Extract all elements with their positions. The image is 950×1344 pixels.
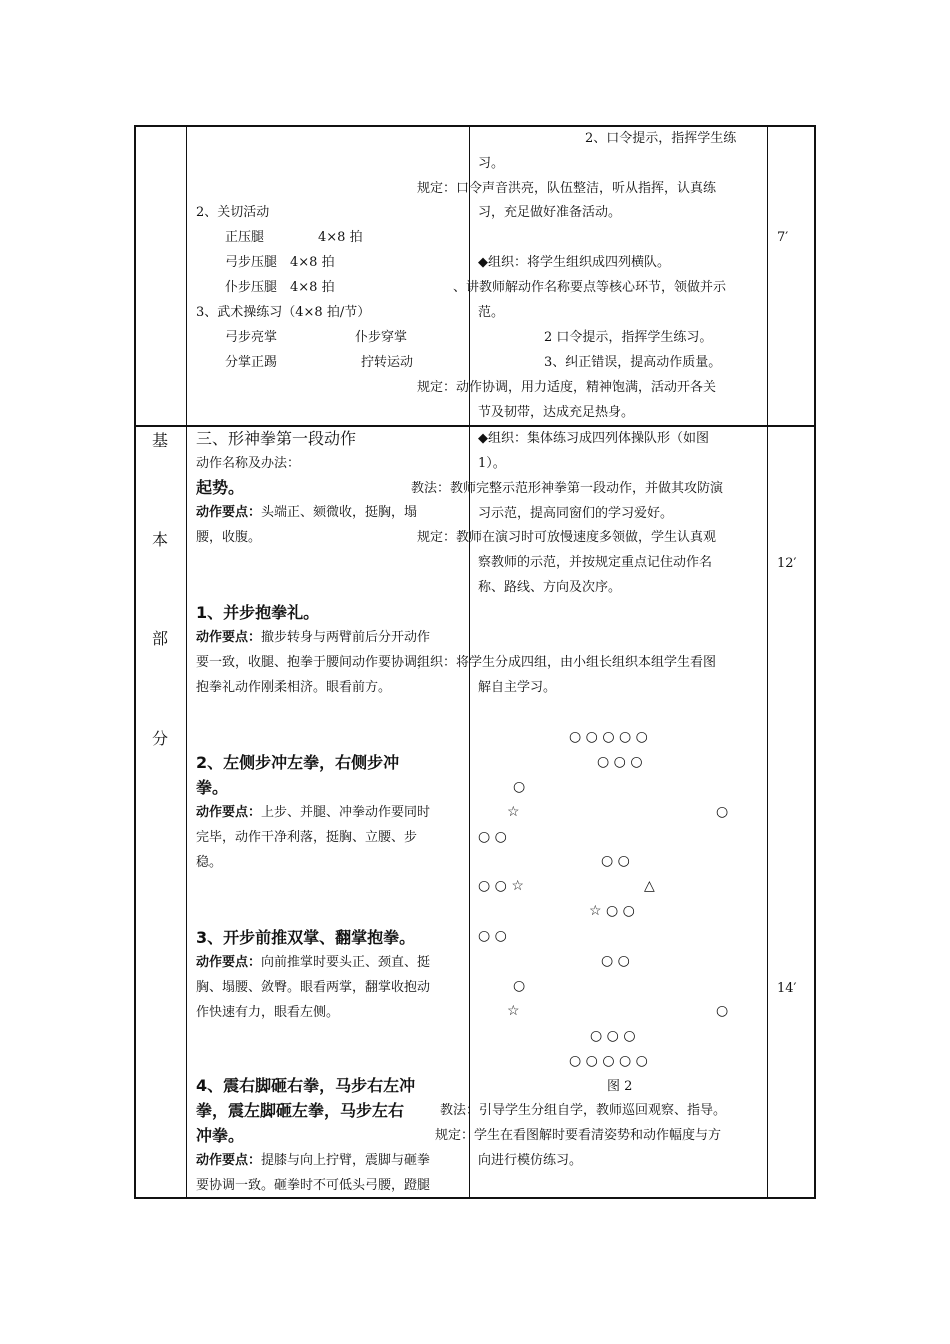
move-title: 1、并步抱拳礼。 [196, 603, 320, 622]
activity-heading: 2、关切活动 [196, 205, 270, 220]
move-point-text: 头端正、颏微收，挺胸，塌 [261, 505, 418, 520]
move-point-text: 上步、并腿、冲拳动作要同时 [261, 805, 431, 820]
method-line: 习示范，提高同窗们的学习爱好。 [478, 506, 674, 521]
move-point-line: 腰，收腹。 [196, 530, 262, 545]
method-line: 规定：学生在看图解时要看清姿势和动作幅度与方 [435, 1128, 722, 1143]
exercise-heading: 3、武术操练习（4×8 拍/节） [196, 305, 371, 320]
formation-row: ○ ○ ○ [590, 1028, 636, 1044]
method-line: 规定：口令声音洪亮，队伍整洁，听从指挥，认真练 [417, 181, 717, 196]
section-char: 分 [152, 729, 169, 748]
move-point-line: 胸、塌腰、敛臀。眼看两掌，翻掌收抱动 [196, 980, 431, 995]
formation-row: ○ [513, 978, 526, 994]
method-line: 察教师的示范，并按规定重点记住动作名 [478, 555, 713, 570]
method-line: 习。 [478, 156, 505, 171]
key-label: 动作要点： [196, 1153, 262, 1168]
star-marker: ☆ [507, 1003, 520, 1019]
time-value: 12′ [777, 556, 797, 571]
formation-row: ○ ○ ○ ○ ○ [569, 1053, 648, 1069]
exercise-item: 分掌正踢 [225, 355, 278, 370]
formation-row: ○ ○ [478, 928, 507, 944]
method-line: ◆组织：将学生组织成四列横队。 [478, 255, 670, 270]
move-point-line: 要协调一致。砸拳时不可低头弓腰，蹬腿 [196, 1178, 431, 1193]
move-point-line [196, 625, 430, 650]
method-line: 称、路线、方向及次序。 [478, 580, 622, 595]
method-line: 节及韧带，达成充足热身。 [478, 405, 635, 420]
exercise-item: 拧转运动 [361, 355, 414, 370]
key-label: 动作要点： [196, 505, 262, 520]
method-line: 向进行模仿练习。 [478, 1153, 583, 1168]
formation-row: ○ ○ [601, 853, 630, 869]
method-line: 2 口令提示，指挥学生练习。 [544, 330, 713, 345]
time-value: 7′ [777, 230, 789, 245]
formation-row: ○ ○ [601, 953, 630, 969]
method-line: 、讲教师解动作名称要点等核心环节，领做并示 [453, 280, 727, 295]
move-title: 3、开步前推双掌、翻掌抱拳。 [196, 928, 416, 947]
move-point-line: 要一致，收腿、抱拳于腰间动作要协调， [196, 655, 431, 670]
section-char: 本 [152, 530, 169, 549]
move-point-line: 作快速有力，眼看左侧。 [196, 1005, 340, 1020]
formation-row: ○ ○ ☆ [478, 878, 524, 894]
section-char: 部 [152, 629, 169, 648]
method-line: 范。 [478, 305, 505, 320]
move-point-line: 完毕，动作干净利落，挺胸、立腰、步 [196, 830, 418, 845]
move-title: 冲拳。 [196, 1126, 245, 1145]
formation-row: ○ ○ ○ ○ ○ [569, 729, 648, 745]
move-title: 4、震右脚砸右拳，马步右左冲 [196, 1076, 416, 1095]
key-label: 动作要点： [196, 805, 262, 820]
method-line: ◆组织：集体练习成四列体操队形（如图 [478, 431, 709, 446]
formation-row: ○ [716, 804, 729, 820]
triangle-marker: △ [644, 878, 655, 894]
exercise-item: 仆步压腿 4×8 拍 [225, 280, 335, 295]
move-point-text: 撤步转身与两臂前后分开动作 [261, 630, 431, 645]
method-line: 组织：将学生分成四组，由小组长组织本组学生看图 [417, 655, 717, 670]
move-point-line [196, 1148, 430, 1173]
key-label: 动作要点： [196, 630, 262, 645]
formation-row: ○ ○ ○ [597, 754, 643, 770]
move-point-line [196, 500, 417, 525]
move-title: 2、左侧步冲左拳，右侧步冲 [196, 753, 400, 772]
formation-row: ☆ ○ ○ [589, 903, 635, 919]
time-value: 14′ [777, 981, 797, 996]
move-point-text: 提膝与向上拧臂，震脚与砸拳 [261, 1153, 431, 1168]
method-line: 习，充足做好准备活动。 [478, 205, 622, 220]
figure-caption: 图 2 [607, 1079, 633, 1094]
formation-row: ○ [513, 779, 526, 795]
exercise-item: 仆步穿掌 [355, 330, 408, 345]
move-point-text: 向前推掌时要头正、颈直、挺 [261, 955, 431, 970]
move-title: 拳，震左脚砸左拳，马步左右 [196, 1101, 405, 1120]
exercise-beats: 4×8 拍 [318, 230, 363, 245]
method-line: 规定：动作协调，用力适度，精神饱满，活动开各关 [417, 380, 717, 395]
move-point-line: 稳。 [196, 855, 223, 870]
section-char: 基 [152, 431, 169, 450]
method-line: 解自主学习。 [478, 680, 557, 695]
move-point-line: 抱拳礼动作刚柔相济。眼看前方。 [196, 680, 392, 695]
move-title: 拳。 [196, 778, 229, 797]
section-subheading: 动作名称及办法： [196, 456, 301, 471]
method-line: 2、口令提示，指挥学生练 [585, 131, 737, 146]
formation-row: ○ ○ [478, 829, 507, 845]
move-title: 起势。 [196, 478, 245, 497]
method-line: 3、纠正错误，提高动作质量。 [544, 355, 722, 370]
exercise-item: 弓步亮掌 [225, 330, 278, 345]
method-line: 1）。 [478, 456, 506, 471]
exercise-item: 弓步压腿 4×8 拍 [225, 255, 335, 270]
key-label: 动作要点： [196, 955, 262, 970]
method-line: 教法：教师完整示范形神拳第一段动作，并做其攻防演 [411, 481, 724, 496]
exercise-name: 正压腿 [225, 230, 265, 245]
section-heading: 三、形神拳第一段动作 [196, 429, 357, 448]
method-line: 规定：教师在演习时可放慢速度多领做，学生认真观 [417, 530, 717, 545]
star-marker: ☆ [507, 804, 520, 820]
move-point-line [196, 800, 430, 825]
formation-row: ○ [716, 1003, 729, 1019]
method-line: 教法：引导学生分组自学，教师巡回观察、指导。 [440, 1103, 727, 1118]
move-point-line [196, 950, 430, 975]
